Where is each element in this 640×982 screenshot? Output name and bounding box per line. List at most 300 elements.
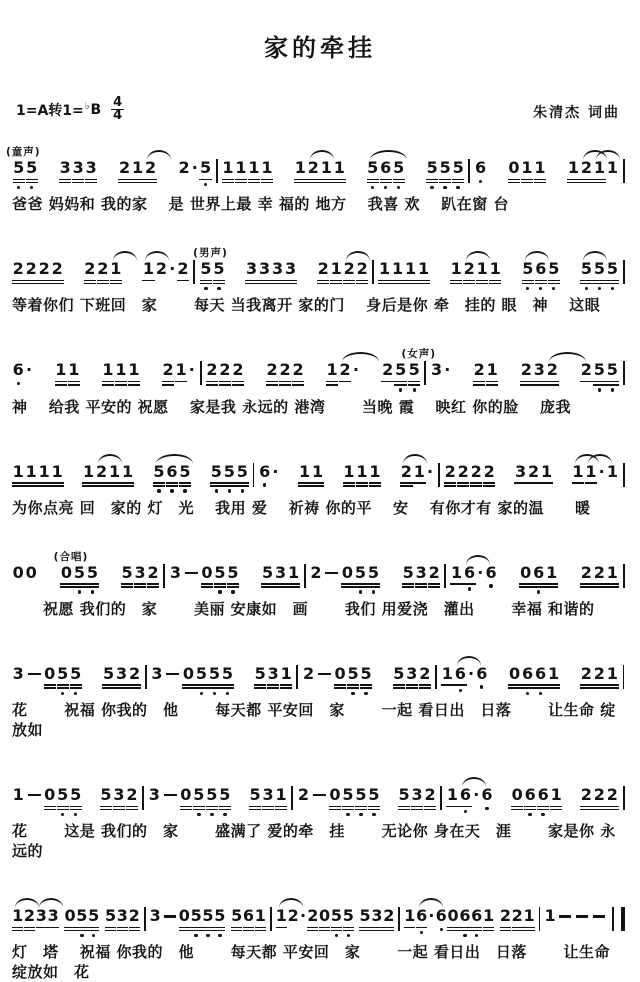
meter-denominator: 4	[113, 108, 123, 123]
note	[275, 786, 288, 810]
note-digit: 5	[214, 906, 226, 926]
low-octave-dot	[206, 934, 209, 937]
beam-underline	[214, 930, 225, 932]
low-octave-dot	[359, 813, 362, 816]
beam-underline	[330, 280, 343, 282]
augmentation-dot: ·	[272, 461, 279, 481]
note-digit: 1	[261, 158, 273, 177]
beam-underline	[12, 283, 25, 285]
beam-underline	[243, 927, 254, 929]
note-digit: 1	[12, 906, 24, 926]
note-digit: 2	[520, 360, 532, 380]
beam-underline	[235, 179, 248, 181]
note	[355, 786, 368, 816]
note-digit: 3	[115, 663, 128, 683]
note	[593, 665, 606, 689]
beam-underline	[508, 684, 521, 686]
beam-underline	[580, 179, 593, 181]
lyrics-row: 神 给我 平安的 祝愿 家是我 永远的 港湾 当晚 霞 映红 你的脸 庞我	[12, 397, 571, 416]
beam-underline	[580, 583, 593, 585]
beam-underline	[73, 583, 86, 585]
beam-underline	[447, 927, 458, 929]
time-signature	[111, 97, 124, 122]
low-octave-dot	[157, 489, 160, 492]
beam-underline	[129, 930, 140, 932]
note-digit: 5	[452, 158, 464, 177]
note	[249, 786, 262, 810]
beam-underline	[380, 179, 393, 181]
beam-underline	[470, 482, 483, 484]
duration-dash	[164, 794, 177, 796]
beam-underline	[128, 381, 141, 383]
note	[489, 260, 502, 284]
note	[235, 159, 248, 183]
note-digit: 5	[593, 360, 605, 380]
group-gap	[134, 463, 152, 464]
note	[280, 665, 293, 689]
note-digit: 2	[457, 461, 469, 481]
beam-underline	[580, 586, 593, 588]
beam-underline	[100, 809, 113, 811]
note	[415, 564, 428, 588]
group-gap	[64, 260, 83, 261]
beam-underline	[85, 182, 98, 184]
note	[262, 786, 275, 810]
barline	[296, 665, 298, 689]
beam-underline	[380, 182, 393, 184]
note-digit: 1	[450, 562, 463, 582]
beam-underline	[459, 806, 472, 808]
beam-underline	[12, 930, 23, 932]
beam-underline	[545, 583, 558, 585]
beam-underline	[580, 283, 593, 285]
beam-underline	[292, 384, 305, 386]
note-digit: 5	[393, 663, 405, 683]
beam-underline	[12, 482, 25, 484]
beam-underline	[367, 583, 380, 585]
beam-underline	[26, 179, 39, 181]
note	[175, 361, 188, 382]
note-digit: 1	[476, 259, 488, 279]
note	[219, 786, 232, 816]
note-digit: 2	[266, 360, 278, 380]
beam-underline	[326, 381, 339, 383]
group-gap	[560, 665, 579, 666]
duration-dash	[28, 673, 41, 675]
note	[302, 665, 315, 683]
low-octave-dot	[464, 810, 467, 813]
beam-underline	[398, 809, 411, 811]
group-gap	[280, 463, 298, 464]
low-octave-dot	[541, 813, 544, 816]
beam-underline	[439, 179, 452, 181]
note	[593, 361, 606, 391]
note-digit: 6	[521, 663, 534, 683]
note	[47, 907, 58, 928]
barline	[216, 159, 218, 183]
beam-underline	[486, 384, 499, 386]
note	[12, 665, 25, 683]
note	[82, 463, 95, 487]
low-octave-dot	[170, 489, 173, 492]
note-digit: 2	[23, 906, 36, 926]
beam-underline	[533, 381, 546, 383]
beam-underline	[144, 182, 157, 184]
beam-underline	[408, 381, 421, 383]
note-digit: 1	[51, 461, 63, 481]
beam-underline	[102, 381, 115, 383]
note-digit: 3	[113, 785, 125, 805]
low-octave-dot	[480, 685, 483, 688]
note-digit: 6	[435, 906, 447, 926]
note-digit: 2	[287, 906, 299, 926]
notation-row	[12, 344, 628, 391]
beam-underline	[523, 930, 534, 932]
note	[177, 260, 190, 281]
music-line	[12, 344, 628, 416]
note	[606, 159, 619, 177]
beam-underline	[274, 583, 287, 585]
note-digit: 5	[522, 259, 534, 279]
beam-underline	[547, 684, 560, 686]
beam-underline	[483, 930, 494, 932]
note	[190, 907, 201, 937]
note	[236, 463, 249, 493]
beam-underline	[369, 485, 382, 487]
beam-underline	[341, 586, 354, 588]
note-digit: 5	[231, 906, 243, 926]
beam-underline	[131, 182, 144, 184]
note-digit: 1	[486, 360, 498, 380]
beam-underline	[307, 179, 320, 181]
group-gap	[98, 159, 118, 160]
beam-underline	[402, 586, 415, 588]
note-digit: 5	[104, 906, 117, 926]
lyrics-row: 爸爸 妈妈和 我的家 是 世界上最 幸 福的 地方 我喜 欢 趴在窗 台	[12, 195, 509, 214]
note	[444, 463, 457, 487]
note	[406, 665, 419, 689]
beam-underline	[57, 806, 70, 808]
beam-underline	[105, 930, 116, 932]
beam-underline	[105, 927, 116, 929]
beam-underline	[190, 927, 201, 929]
note	[580, 665, 593, 689]
note	[254, 665, 267, 689]
beam-underline	[72, 182, 85, 184]
beam-underline	[126, 806, 139, 808]
note	[483, 907, 494, 931]
group-gap	[226, 260, 245, 261]
note-digit: 1	[12, 785, 24, 805]
beam-underline	[593, 586, 606, 588]
note	[288, 907, 299, 925]
note	[532, 564, 545, 594]
note	[108, 463, 121, 487]
beam-underline	[235, 182, 248, 184]
beam-underline	[193, 809, 206, 811]
beam-underline	[76, 927, 87, 929]
note-digit: 1	[550, 785, 562, 805]
beam-underline	[580, 280, 593, 282]
group-gap	[498, 564, 519, 565]
beam-underline	[102, 687, 115, 689]
beam-underline	[121, 586, 134, 588]
beam-underline	[267, 684, 280, 686]
group-gap	[354, 907, 359, 908]
note	[367, 159, 380, 189]
beam-underline	[210, 485, 223, 487]
beam-underline	[210, 482, 223, 484]
note	[454, 665, 467, 692]
beam-underline	[406, 687, 419, 689]
note-digit: 5	[210, 461, 222, 481]
beam-underline	[219, 806, 232, 808]
beam-underline	[317, 283, 330, 285]
beam-underline	[342, 809, 355, 811]
note-digit: 2	[424, 785, 436, 805]
beam-underline	[223, 482, 236, 484]
note-digit: 6	[380, 158, 392, 177]
rest-note	[201, 564, 214, 588]
beam-underline	[580, 381, 593, 383]
note	[100, 786, 113, 810]
low-octave-dot	[74, 692, 77, 695]
beam-underline	[86, 583, 99, 585]
beam-underline	[199, 179, 212, 181]
beam-underline	[537, 809, 550, 811]
low-octave-dot	[263, 483, 266, 486]
beam-underline	[213, 280, 226, 282]
beam-underline	[606, 280, 619, 282]
note	[514, 463, 527, 484]
beam-underline	[255, 930, 266, 932]
beam-underline	[404, 927, 415, 929]
low-octave-dot	[598, 287, 601, 290]
note	[416, 907, 427, 934]
note-digit: 5	[342, 906, 354, 926]
note-digit: 2	[499, 906, 511, 926]
note	[450, 564, 463, 585]
beam-underline	[593, 280, 606, 282]
barline	[163, 564, 165, 588]
note-digit: 2	[470, 461, 482, 481]
barline	[623, 260, 625, 284]
note-digit: 1	[606, 663, 618, 683]
note-digit: 3	[12, 663, 24, 683]
beam-underline	[64, 927, 75, 929]
note-digit: 1	[142, 259, 155, 279]
beam-underline	[13, 179, 26, 181]
beam-underline	[200, 280, 213, 282]
note	[144, 159, 157, 183]
beam-underline	[110, 280, 123, 282]
note	[391, 260, 404, 284]
beam-underline	[12, 485, 25, 487]
note	[580, 159, 593, 183]
note	[115, 665, 128, 689]
note-digit: 3	[284, 259, 297, 279]
beam-underline	[514, 482, 527, 484]
note	[356, 260, 369, 284]
beam-underline	[88, 930, 99, 932]
augmentation-dot: ·	[188, 360, 195, 380]
note-digit: 0	[182, 663, 194, 683]
duration-dash	[318, 673, 331, 675]
beam-underline	[128, 684, 141, 686]
note-digit: 5	[249, 785, 261, 805]
note-digit: 5	[208, 663, 220, 683]
beam-underline	[44, 806, 57, 808]
low-octave-dot	[91, 590, 94, 593]
note-digit: 5	[355, 785, 367, 805]
beam-underline	[533, 384, 546, 386]
note	[537, 786, 550, 816]
beam-underline	[606, 384, 619, 386]
note-digit: 2	[419, 663, 431, 683]
note-digit: 5	[347, 663, 359, 683]
low-octave-dot	[351, 692, 354, 695]
beam-underline	[567, 182, 580, 184]
beam-underline	[294, 179, 307, 181]
low-octave-dot	[539, 692, 542, 695]
note-digit: 2	[232, 360, 244, 380]
note	[206, 786, 219, 816]
beam-underline	[356, 482, 369, 484]
low-octave-dot	[552, 287, 555, 290]
beam-underline	[147, 586, 160, 588]
note-digit: 0	[44, 663, 56, 683]
beam-underline	[343, 283, 356, 285]
note-digit: 1	[417, 259, 430, 279]
note-digit: 1	[294, 158, 306, 177]
note	[463, 260, 476, 284]
note-digit: 1	[320, 158, 332, 177]
beam-underline	[248, 179, 261, 181]
beam-underline	[166, 485, 179, 487]
note-digit: 3	[47, 906, 59, 926]
beam-underline	[287, 586, 300, 588]
group-gap	[226, 907, 231, 908]
beam-underline	[72, 179, 85, 181]
beam-underline	[70, 806, 83, 808]
beam-underline	[202, 927, 213, 929]
rest-note	[319, 907, 330, 931]
beam-underline	[546, 384, 559, 386]
beam-underline	[593, 684, 606, 686]
beam-underline	[190, 930, 201, 932]
note	[369, 463, 382, 487]
note-digit: 5	[199, 158, 212, 177]
note	[339, 361, 352, 382]
beam-underline	[548, 280, 561, 282]
barline	[291, 786, 293, 810]
low-octave-dot	[347, 934, 350, 937]
note	[219, 361, 232, 385]
beam-underline	[393, 684, 406, 686]
note	[12, 260, 25, 284]
note-digit: 5	[102, 663, 115, 683]
low-octave-dot	[413, 388, 416, 391]
note-digit: 2	[343, 259, 355, 279]
note	[199, 159, 212, 186]
note	[202, 907, 213, 937]
beam-underline	[307, 182, 320, 184]
voice-label: (女声)	[401, 348, 437, 361]
beam-underline	[307, 927, 318, 929]
low-octave-dot	[397, 186, 400, 189]
beam-underline	[444, 485, 457, 487]
note	[378, 260, 391, 284]
beam-underline	[454, 684, 467, 686]
beam-underline	[166, 482, 179, 484]
augmentation-dot: ·	[191, 158, 198, 177]
beam-underline	[59, 182, 72, 184]
augmentation-dot: ·	[427, 461, 434, 481]
note-digit: 5	[70, 785, 82, 805]
beam-underline	[254, 687, 267, 689]
beam-underline	[534, 684, 547, 686]
beam-underline	[271, 283, 284, 285]
group-gap	[240, 564, 261, 565]
low-octave-dot	[468, 587, 471, 590]
beam-underline	[195, 687, 208, 689]
beam-underline	[86, 586, 99, 588]
beam-underline	[606, 381, 619, 383]
note	[371, 907, 382, 931]
note-digit: 5	[193, 785, 205, 805]
note-digit: 1	[83, 461, 95, 481]
beam-underline	[236, 482, 249, 484]
note	[593, 159, 606, 183]
beam-underline	[245, 283, 258, 285]
note	[593, 564, 606, 588]
beam-underline	[354, 586, 367, 588]
note-digit: 1	[534, 158, 546, 177]
beam-underline	[606, 809, 619, 811]
beam-underline	[236, 485, 249, 487]
beam-underline	[55, 384, 68, 386]
note	[121, 564, 134, 588]
beam-underline	[593, 381, 606, 383]
note-digit: 1	[446, 785, 459, 805]
beam-underline	[284, 280, 297, 282]
note	[606, 463, 619, 481]
note	[326, 361, 339, 385]
beam-underline	[110, 283, 123, 285]
beam-underline	[500, 927, 511, 929]
note-digit: 0	[44, 785, 56, 805]
note	[307, 159, 320, 183]
note	[459, 786, 472, 813]
beam-underline	[404, 280, 417, 282]
beam-underline	[512, 930, 523, 932]
beam-underline	[441, 684, 454, 686]
note-digit: 1	[369, 461, 381, 481]
note-digit: 6	[485, 562, 497, 582]
note	[24, 907, 35, 931]
note-digit: 5	[221, 663, 233, 683]
beam-underline	[57, 809, 70, 811]
beam-underline	[326, 384, 339, 386]
beam-underline	[249, 806, 262, 808]
group-gap	[324, 463, 342, 464]
group-gap	[99, 564, 120, 565]
low-octave-dot	[228, 489, 231, 492]
note	[57, 786, 70, 816]
note-digit: 5	[254, 663, 266, 683]
low-octave-dot	[420, 931, 423, 934]
beam-underline	[580, 806, 593, 808]
